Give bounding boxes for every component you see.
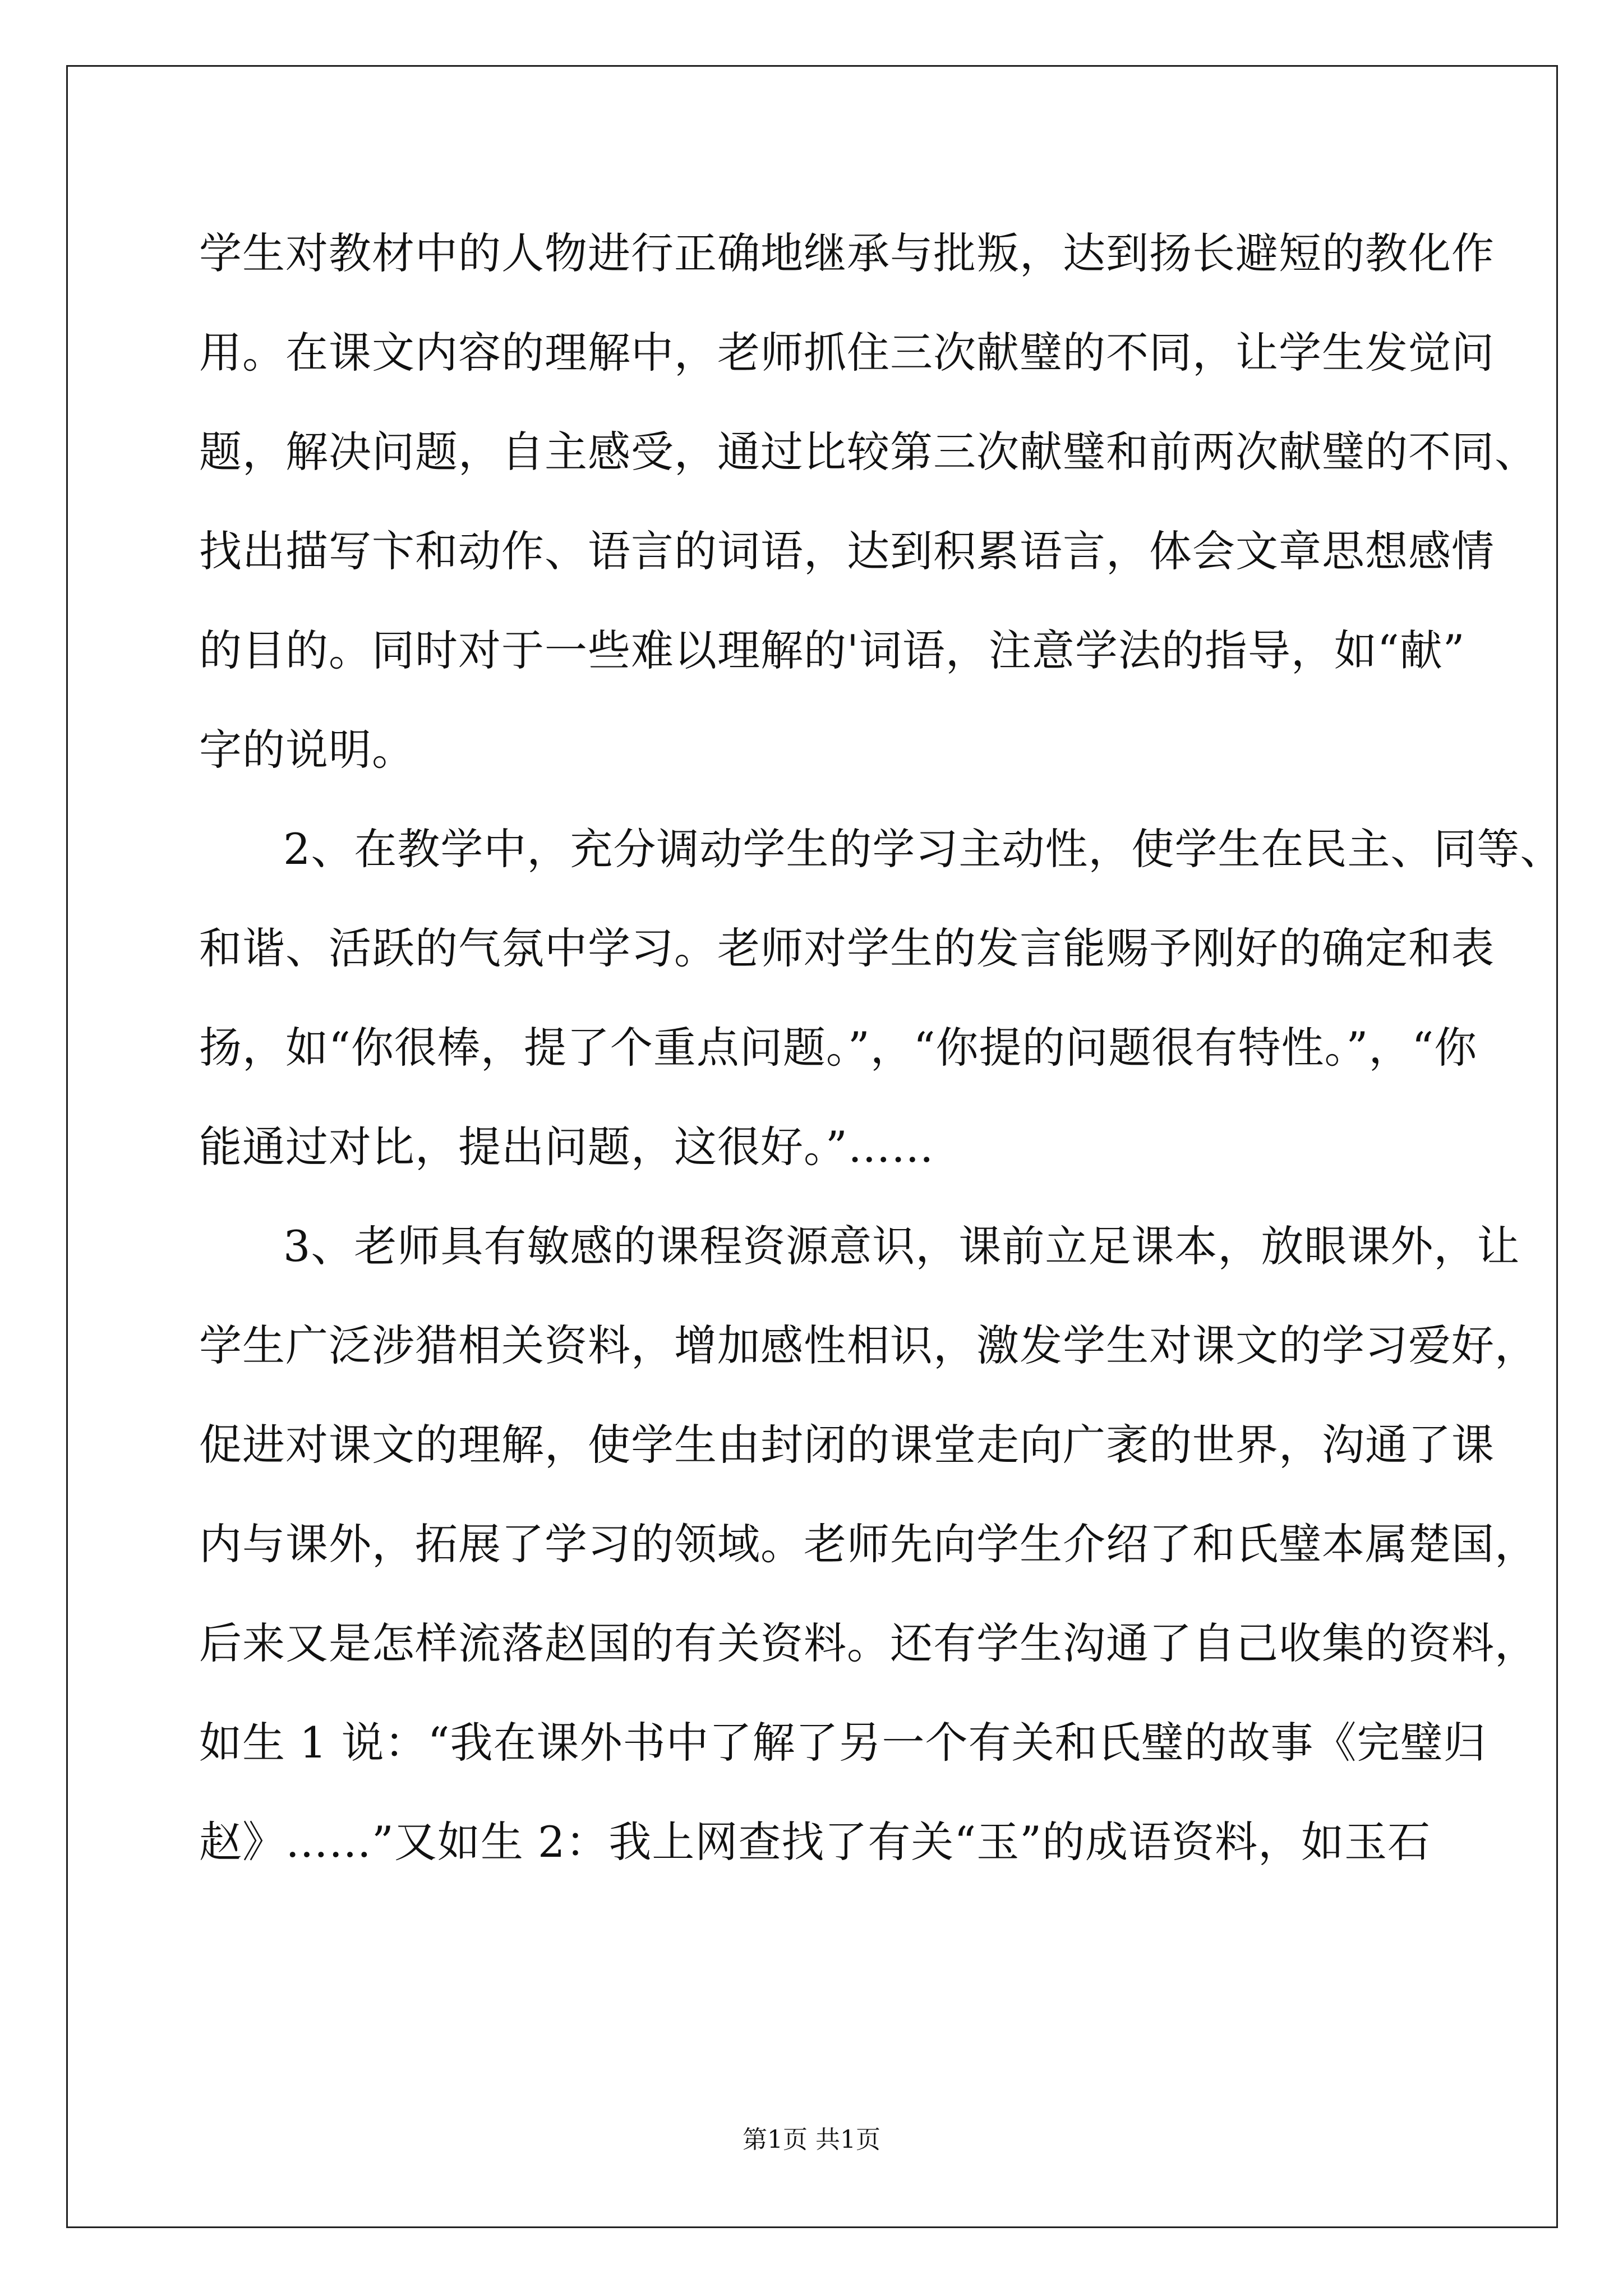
text-line: 学生对教材中的人物进行正确地继承与批叛，达到扬长避短的教化作 — [199, 228, 1495, 278]
text-line: 内与课外，拓展了学习的领域。老师先向学生介绍了和氏璧本属楚国， — [199, 1519, 1538, 1569]
paragraph-start-line: 3、老师具有敏感的课程资源意识，课前立足课本，放眼课外，让 — [283, 1221, 1520, 1271]
text-line: 后来又是怎样流落赵国的有关资料。还有学生沟通了自己收集的资料， — [199, 1618, 1538, 1668]
paragraph-start-line: 2、在教学中，充分调动学生的学习主动性，使学生在民主、同等、 — [283, 824, 1564, 874]
text-line: 扬，如“你很棒，提了个重点问题。”，“你提的问题很有特性。”，“你 — [199, 1023, 1478, 1073]
text-line: 如生 1 说：“我在课外书中了解了另一个有关和氏璧的故事《完璧归 — [199, 1718, 1487, 1768]
page-footer: 第1页 共1页 — [743, 2125, 880, 2154]
text-line: 找出描写卞和动作、语言的词语，达到积累语言，体会文章思想感情 — [199, 526, 1495, 576]
text-line: 的目的。同时对于一些难以理解的'词语，注意学法的指导，如“献” — [199, 625, 1465, 675]
text-line: 用。在课文内容的理解中，老师抓住三次献璧的不同，让学生发觉问 — [199, 328, 1495, 378]
text-line: 题，解决问题，自主感受，通过比较第三次献璧和前两次献璧的不同、 — [199, 427, 1538, 477]
text-line: 能通过对比，提出问题，这很好。”…… — [199, 1122, 934, 1172]
text-line: 赵》……”又如生 2：我上网查找了有关“玉”的成语资料，如玉石 — [199, 1817, 1431, 1867]
text-line: 字的说明。 — [199, 725, 415, 775]
text-line: 促进对课文的理解，使学生由封闭的课堂走向广袤的世界，沟通了课 — [199, 1420, 1495, 1470]
text-line: 学生广泛涉猎相关资料，增加感性相识，激发学生对课文的学习爱好， — [199, 1320, 1538, 1370]
text-line: 和谐、活跃的气氛中学习。老师对学生的发言能赐予刚好的确定和表 — [199, 923, 1495, 973]
